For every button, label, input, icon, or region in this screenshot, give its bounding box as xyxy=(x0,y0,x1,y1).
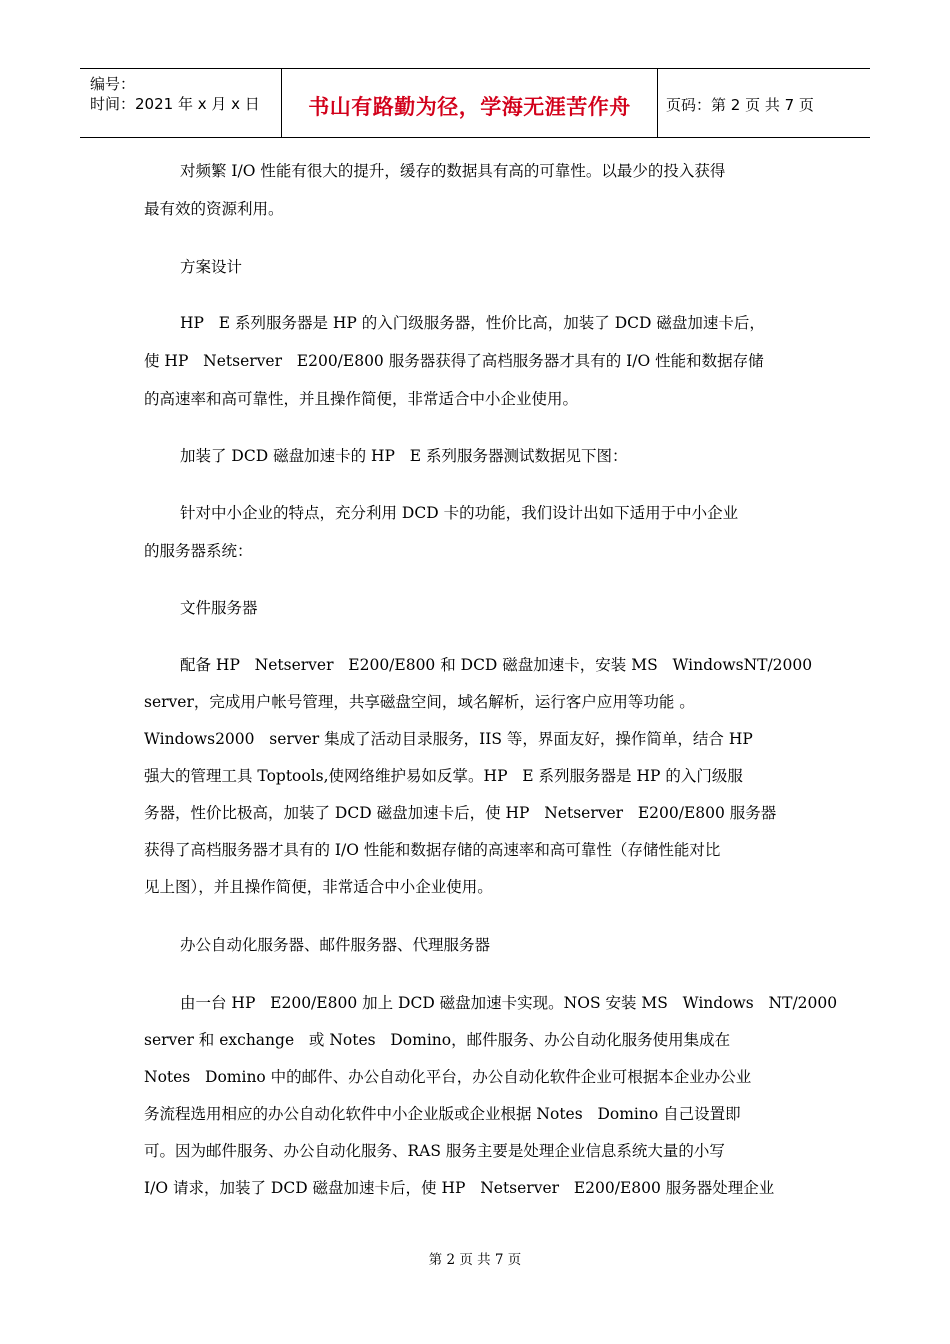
paragraph-line: 对频繁 I/O 性能有很大的提升，缓存的数据具有高的可靠性。以最少的投入获得 xyxy=(180,162,726,180)
header-meta-cell xyxy=(80,69,282,137)
page-footer: 第 2 页 共 7 页 xyxy=(428,1252,522,1268)
paragraph-line: 务器，性价比极高，加装了 DCD 磁盘加速卡后，使 HP Netserver E200/E800 服务器 xyxy=(144,804,777,822)
page-header xyxy=(80,68,870,138)
header-page-cell xyxy=(658,69,870,137)
section-heading: 文件服务器 xyxy=(180,599,258,617)
header-motto: 书山有路勤为径，学海无涯苦作舟 xyxy=(308,95,631,119)
paragraph-line: Windows2000 server 集成了活动目录服务，IIS 等，界面友好，操作简单，结合 HP xyxy=(144,730,753,748)
paragraph-line: 由一台 HP E200/E800 加上 DCD 磁盘加速卡实现。NOS 安装 MS Windows NT/2000 xyxy=(180,994,838,1012)
paragraph-line: 强大的管理工具 Toptools,使网络维护易如反掌。HP E 系列服务器是 HP 的入门级服 xyxy=(144,767,743,785)
paragraph-line: 获得了高档服务器才具有的 I/O 性能和数据存储的高速率和高可靠性（存储性能对比 xyxy=(144,841,721,859)
paragraph-line: server 和 exchange 或 Notes Domino，邮件服务、办公自动化服务使用集成在 xyxy=(144,1031,731,1049)
paragraph-line: 配备 HP Netserver E200/E800 和 DCD 磁盘加速卡，安装 MS WindowsNT/2000 xyxy=(180,656,813,674)
paragraph-line: HP E 系列服务器是 HP 的入门级服务器，性价比高，加装了 DCD 磁盘加速卡后， xyxy=(180,314,765,332)
header-motto-cell xyxy=(282,69,658,137)
paragraph-line: 见上图），并且操作简便，非常适合中小企业使用。 xyxy=(144,878,493,896)
section-heading: 办公自动化服务器、邮件服务器、代理服务器 xyxy=(180,936,491,954)
header-page-info: 页码：第 2 页 共 7 页 xyxy=(666,96,814,114)
paragraph-line: 针对中小企业的特点，充分利用 DCD 卡的功能，我们设计出如下适用于中小企业 xyxy=(180,504,739,522)
paragraph-line: 使 HP Netserver E200/E800 服务器获得了高档服务器才具有的 I/O 性能和数据存储 xyxy=(144,352,764,370)
paragraph-line: 可。因为邮件服务、办公自动化服务、RAS 服务主要是处理企业信息系统大量的小写 xyxy=(144,1142,725,1160)
paragraph-line: I/O 请求，加装了 DCD 磁盘加速卡后，使 HP Netserver E200/E800 服务器处理企业 xyxy=(144,1179,775,1197)
paragraph-line: Notes Domino 中的邮件、办公自动化平台，办公自动化软件企业可根据本企业办公业 xyxy=(144,1068,752,1086)
paragraph-line: 最有效的资源利用。 xyxy=(144,200,284,218)
section-heading: 方案设计 xyxy=(180,258,243,276)
paragraph-line: 的服务器系统： xyxy=(144,542,253,560)
paragraph-line: server，完成用户帐号管理，共享磁盘空间，域名解析，运行客户应用等功能 。 xyxy=(144,693,695,711)
document-date-label: 时间：2021 年 x 月 x 日 xyxy=(90,95,260,113)
paragraph-line: 加装了 DCD 磁盘加速卡的 HP E 系列服务器测试数据见下图： xyxy=(180,447,628,465)
paragraph-line: 务流程选用相应的办公自动化软件中小企业版或企业根据 Notes Domino 自己设置即 xyxy=(144,1105,741,1123)
paragraph-line: 的高速率和高可靠性，并且操作简便，非常适合中小企业使用。 xyxy=(144,390,579,408)
document-number-label: 编号： xyxy=(90,75,136,93)
